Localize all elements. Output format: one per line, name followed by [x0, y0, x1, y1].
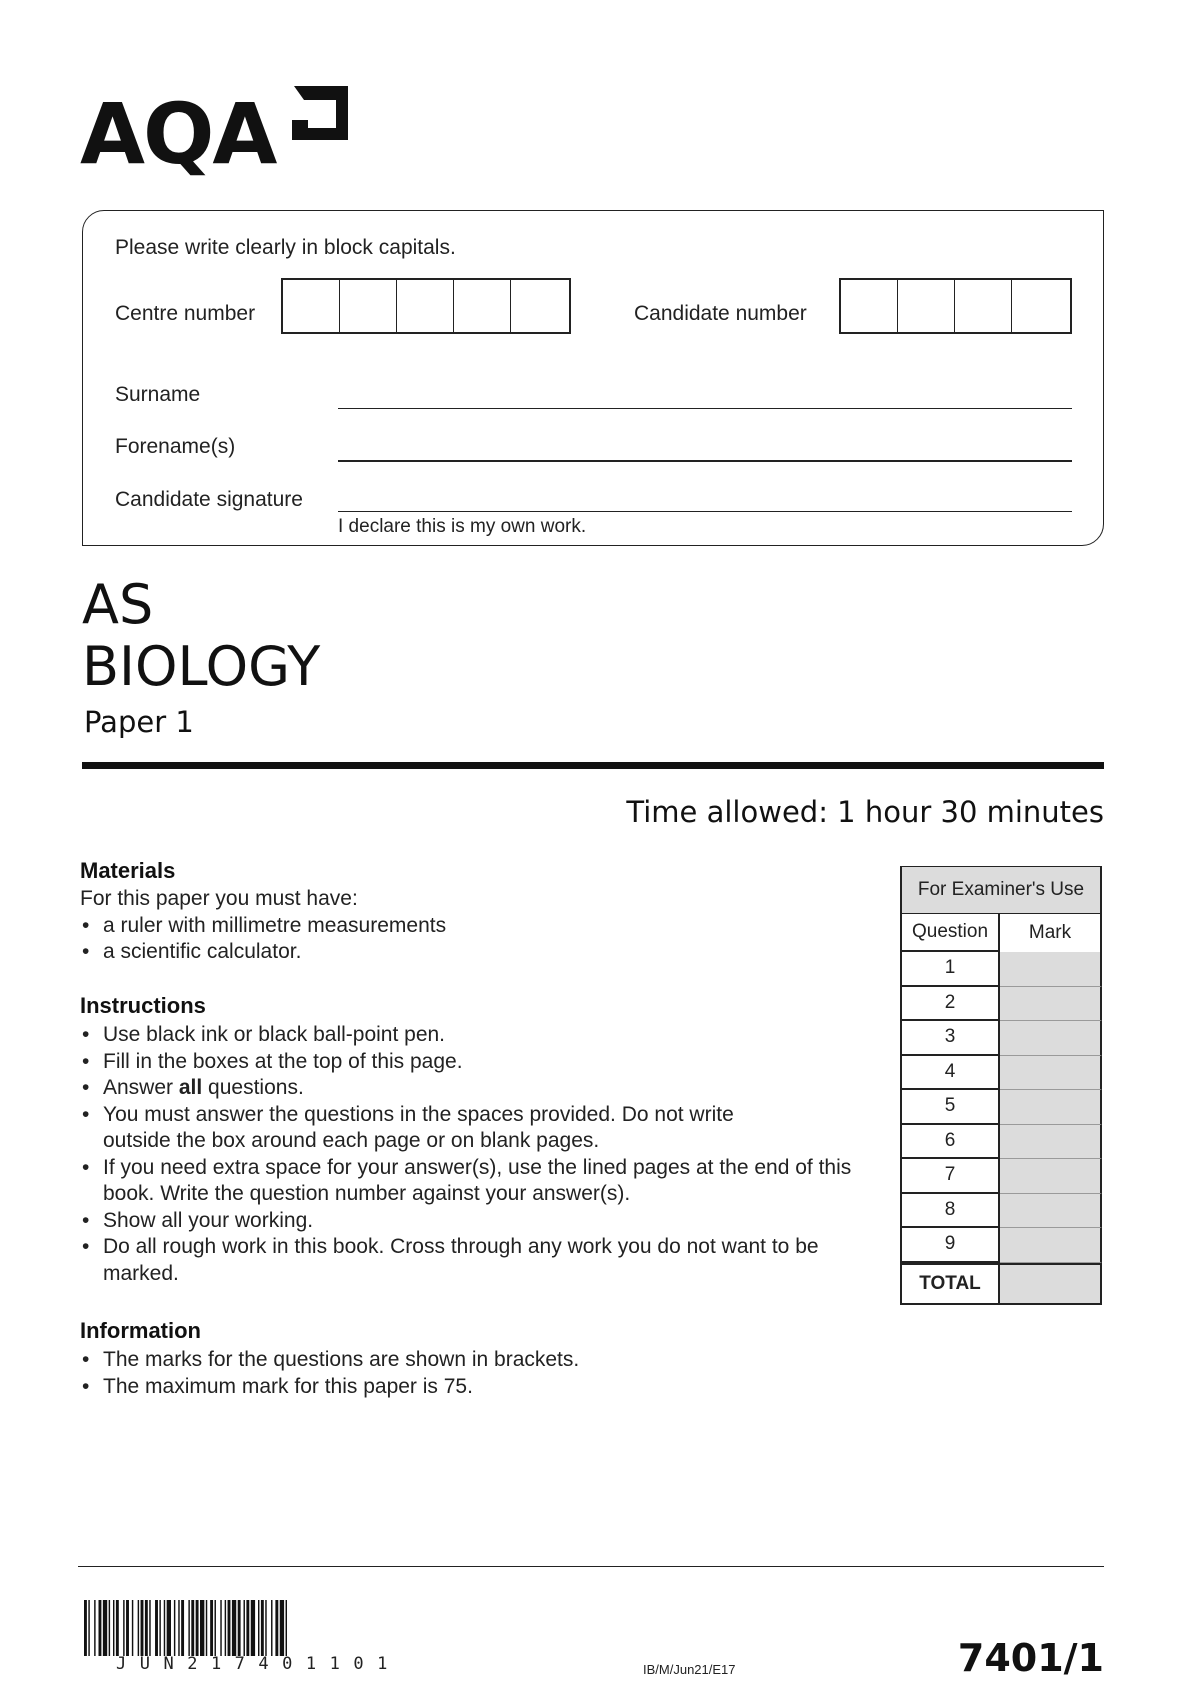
candidate-number-boxes[interactable] — [839, 278, 1072, 334]
digit-box[interactable] — [283, 280, 340, 332]
question-number: 8 — [900, 1194, 1000, 1229]
list-item: • The marks for the questions are shown in brackets. — [80, 1347, 870, 1374]
mark-cell — [1000, 987, 1102, 1022]
total-label: TOTAL — [900, 1263, 1000, 1305]
information-section — [80, 1318, 870, 1400]
aqa-logo — [80, 86, 350, 186]
question-number: 9 — [900, 1228, 1000, 1263]
list-item — [80, 1075, 870, 1102]
surname-field[interactable] — [338, 408, 1072, 409]
question-number: 6 — [900, 1125, 1000, 1160]
mark-cell — [1000, 1021, 1102, 1056]
question-number: 7 — [900, 1159, 1000, 1194]
question-number: 4 — [900, 1056, 1000, 1091]
list-item: • Do all rough work in this book. Cross through any work you do not want to be marked. — [80, 1234, 823, 1287]
mark-cell — [1000, 1228, 1102, 1263]
mark-cell — [1000, 1194, 1102, 1229]
table-row — [900, 1228, 1102, 1263]
forename-field[interactable] — [338, 460, 1072, 462]
total-mark-cell — [1000, 1263, 1102, 1305]
declaration-text: I declare this is my own work. — [338, 516, 587, 537]
paper-code: 7401/1 — [957, 1636, 1104, 1680]
barcode-icon — [84, 1600, 474, 1656]
table-row — [900, 952, 1102, 987]
title-divider — [82, 762, 1104, 769]
question-number: 1 — [900, 952, 1000, 987]
table-row — [900, 1021, 1102, 1056]
list-item: • a ruler with millimetre measurements — [80, 913, 880, 940]
forename-label: Forename(s) — [115, 435, 236, 458]
paper-number: Paper 1 — [84, 705, 194, 739]
signature-field[interactable] — [338, 511, 1072, 512]
centre-number-label: Centre number — [115, 302, 256, 325]
table-row — [900, 987, 1102, 1022]
block-capitals-instruction: Please write clearly in block capitals. — [115, 236, 456, 259]
table-row — [900, 1090, 1102, 1125]
document-reference: IB/M/Jun21/E17 — [643, 1662, 736, 1677]
centre-number-boxes[interactable] — [281, 278, 571, 334]
mark-cell — [1000, 1090, 1102, 1125]
surname-label: Surname — [115, 383, 201, 406]
table-row — [900, 1194, 1102, 1229]
footer-divider — [78, 1566, 1104, 1567]
mark-cell — [1000, 1056, 1102, 1091]
information-list — [80, 1347, 870, 1400]
examiner-table-header — [900, 913, 1102, 952]
question-number: 2 — [900, 987, 1000, 1022]
time-allowed: Time allowed: 1 hour 30 minutes — [626, 795, 1104, 829]
instruction-text: Answer — [103, 1076, 179, 1099]
question-number: 5 — [900, 1090, 1000, 1125]
table-row — [900, 1159, 1102, 1194]
digit-box[interactable] — [841, 280, 898, 332]
materials-section — [80, 858, 880, 966]
table-row — [900, 1125, 1102, 1160]
mark-cell — [1000, 1125, 1102, 1160]
instruction-text: questions. — [202, 1076, 304, 1099]
information-heading: Information — [80, 1318, 201, 1343]
total-row — [900, 1263, 1102, 1305]
digit-box[interactable] — [955, 280, 1012, 332]
digit-box[interactable] — [898, 280, 955, 332]
instructions-section — [80, 993, 870, 1287]
digit-box[interactable] — [1012, 280, 1069, 332]
examiner-table-rows — [900, 952, 1102, 1263]
materials-heading: Materials — [80, 858, 176, 883]
logo-text: AQA — [80, 85, 276, 183]
materials-intro: For this paper you must have: — [80, 887, 358, 910]
candidate-number-label: Candidate number — [634, 302, 807, 325]
qualification-level: AS — [82, 573, 154, 636]
barcode-text: JUN217401101 — [116, 1654, 401, 1674]
list-item: • Fill in the boxes at the top of this page. — [80, 1049, 870, 1076]
digit-box[interactable] — [511, 280, 568, 332]
instructions-list — [80, 1022, 870, 1287]
list-item: • You must answer the questions in the spaces provided. Do not write outside the box around each page or on blank pages. — [80, 1102, 793, 1155]
question-number: 3 — [900, 1021, 1000, 1056]
digit-box[interactable] — [454, 280, 511, 332]
list-item: • a scientific calculator. — [80, 939, 880, 966]
instruction-emphasis: all — [178, 1076, 203, 1099]
signature-label: Candidate signature — [115, 488, 303, 511]
mark-cell — [1000, 952, 1102, 987]
subject-title: BIOLOGY — [82, 635, 321, 698]
examiner-table-title: For Examiner's Use — [900, 866, 1102, 913]
instructions-heading: Instructions — [80, 993, 206, 1018]
logo-mark-icon — [284, 86, 348, 146]
examiner-use-table — [900, 866, 1102, 1305]
digit-box[interactable] — [397, 280, 454, 332]
mark-cell — [1000, 1159, 1102, 1194]
list-item: • The maximum mark for this paper is 75. — [80, 1374, 870, 1401]
digit-box[interactable] — [340, 280, 397, 332]
list-item: • If you need extra space for your answer(s), use the lined pages at the end of this book. Write the question number against your answer(s). — [80, 1155, 873, 1208]
question-column-header: Question — [900, 914, 1000, 952]
list-item: • Use black ink or black ball-point pen. — [80, 1022, 870, 1049]
list-item: • Show all your working. — [80, 1208, 870, 1235]
materials-list — [80, 913, 880, 966]
mark-column-header: Mark — [1000, 914, 1102, 952]
table-row — [900, 1056, 1102, 1091]
